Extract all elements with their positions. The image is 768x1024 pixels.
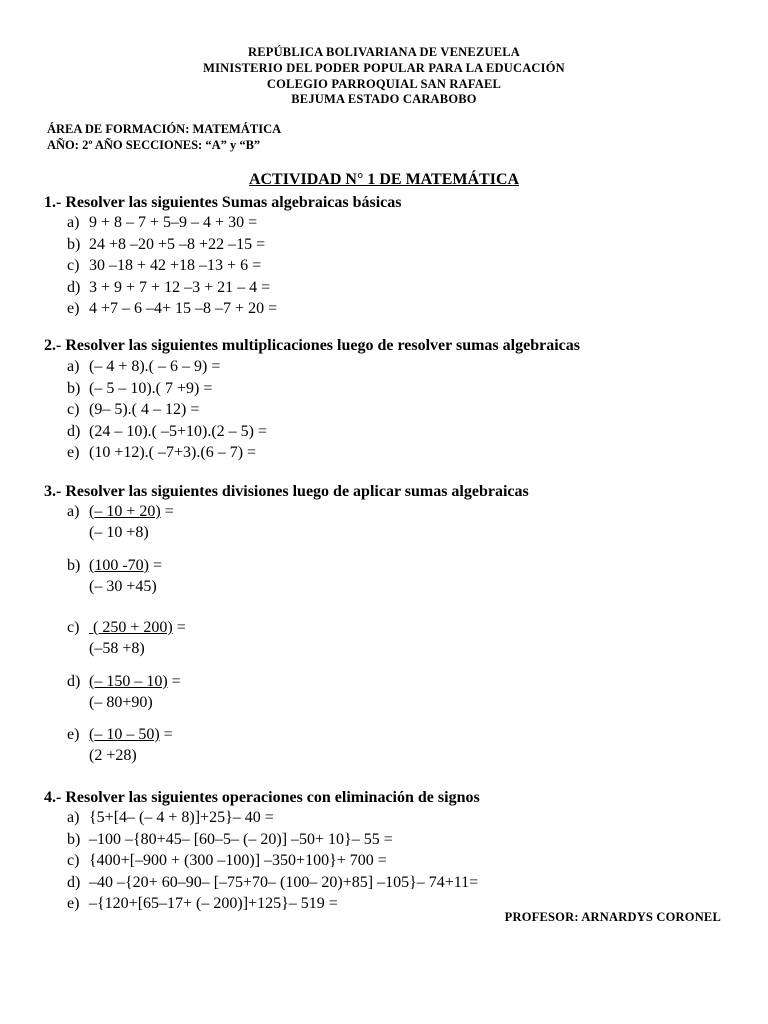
header-line-ministry: MINISTERIO DEL PODER POPULAR PARA LA EDUCACIÓN (203, 60, 565, 75)
equals-sign: = (172, 619, 186, 636)
fraction-item (67, 557, 163, 595)
item-expression: (24 – 10).( –5+10).(2 – 5) = (89, 422, 268, 440)
list-item (67, 872, 478, 894)
numerator: (– 10 – 50) (89, 726, 160, 743)
item-label: a) (67, 214, 80, 231)
item-label: a) (67, 358, 80, 375)
numerator: ( 250 + 200) (89, 619, 173, 636)
item-label: a) (67, 809, 80, 826)
list-item (67, 298, 277, 320)
numerator: (100 -70) (89, 557, 149, 574)
section-4-title: 4.- Resolver las siguientes operaciones con eliminación de signos (44, 789, 480, 806)
item-label: e) (67, 444, 80, 461)
numerator: (– 10 + 20) (89, 503, 161, 520)
item-expression: (– 4 + 8).( – 6 – 9) = (89, 358, 221, 375)
item-expression: –100 –{80+45– [60–5– (– 20)] –50+ 10}– 55 = (89, 830, 393, 848)
denominator: (2 +28) (89, 747, 137, 764)
list-item (67, 212, 257, 234)
item-label: c) (67, 619, 80, 636)
area-label: ÁREA DE FORMACIÓN: MATEMÁTICA (47, 122, 282, 136)
list-item (67, 807, 274, 829)
activity-title: ACTIVIDAD N° 1 DE MATEMÁTICA (248, 171, 520, 188)
section-1-title: 1.- Resolver las siguientes Sumas algebraicas básicas (44, 194, 402, 211)
list-item (67, 277, 270, 299)
item-expression: (9– 5).( 4 – 12) = (89, 401, 200, 418)
list-item (67, 356, 220, 378)
item-label: d) (67, 673, 81, 690)
item-label: c) (67, 852, 80, 869)
item-expression: 9 + 8 – 7 + 5–9 – 4 + 30 = (89, 214, 258, 231)
denominator: (– 30 +45) (89, 578, 157, 595)
item-label: e) (67, 726, 80, 743)
item-label: e) (67, 300, 80, 317)
header-line-republic: REPÚBLICA BOLIVARIANA DE VENEZUELA (247, 45, 521, 59)
list-item (67, 442, 256, 464)
year-sections-label: AÑO: 2º AÑO SECCIONES: “A” y “B” (47, 138, 261, 152)
header-line-location: BEJUMA ESTADO CARABOBO (291, 92, 477, 107)
list-item (67, 829, 393, 851)
fraction-item (67, 619, 186, 657)
fraction-item (67, 673, 181, 711)
denominator: (–58 +8) (89, 640, 145, 657)
teacher-signature-line: PROFESOR: ARNARDYS CORONEL (504, 910, 721, 924)
item-expression: (10 +12).( –7+3).(6 – 7) = (89, 444, 257, 461)
equals-sign: = (148, 557, 163, 574)
denominator: (– 10 +8) (89, 524, 149, 541)
item-label: d) (67, 422, 81, 440)
item-label: b) (67, 830, 81, 848)
equals-sign: = (160, 503, 174, 520)
list-item (67, 399, 199, 421)
equals-sign: = (167, 673, 181, 690)
item-label: a) (67, 503, 80, 520)
item-label: c) (67, 401, 80, 418)
item-label: d) (67, 873, 81, 891)
item-expression: 30 –18 + 42 +18 –13 + 6 = (89, 257, 262, 274)
item-expression: 4 +7 – 6 –4+ 15 –8 –7 + 20 = (89, 300, 278, 317)
item-label: b) (67, 557, 81, 574)
section-2-title: 2.- Resolver las siguientes multiplicaciones luego de resolver sumas algebraicas (44, 337, 580, 354)
fraction-item (67, 503, 174, 541)
item-expression: 3 + 9 + 7 + 12 –3 + 21 – 4 = (89, 278, 271, 296)
item-label: e) (67, 895, 80, 912)
item-expression: 24 +8 –20 +5 –8 +22 –15 = (89, 235, 266, 253)
list-item (67, 378, 212, 400)
list-item (67, 234, 265, 256)
item-label: d) (67, 278, 81, 296)
list-item (67, 421, 267, 443)
section-3-title: 3.- Resolver las siguientes divisiones luego de aplicar sumas algebraicas (44, 483, 529, 500)
fraction-item (67, 726, 173, 764)
item-expression: {5+[4– (– 4 + 8)]+25}– 40 = (89, 809, 274, 826)
equals-sign: = (159, 726, 173, 743)
item-expression: {400+[–900 + (300 –100)] –350+100}+ 700 = (89, 852, 387, 869)
denominator: (– 80+90) (89, 694, 153, 711)
numerator: (– 150 – 10) (89, 673, 168, 690)
list-item (67, 893, 338, 915)
list-item (67, 850, 387, 872)
item-label: b) (67, 379, 81, 397)
item-label: b) (67, 235, 81, 253)
item-label: c) (67, 257, 80, 274)
item-expression: –{120+[65–17+ (– 200)]+125}– 519 = (89, 895, 338, 912)
item-expression: (– 5 – 10).( 7 +9) = (89, 379, 213, 397)
list-item (67, 255, 261, 277)
document-header (0, 45, 768, 108)
item-expression: –40 –{20+ 60–90– [–75+70– (100– 20)+85] –105}– 74+11= (89, 873, 479, 891)
header-line-school: COLEGIO PARROQUIAL SAN RAFAEL (266, 76, 502, 91)
